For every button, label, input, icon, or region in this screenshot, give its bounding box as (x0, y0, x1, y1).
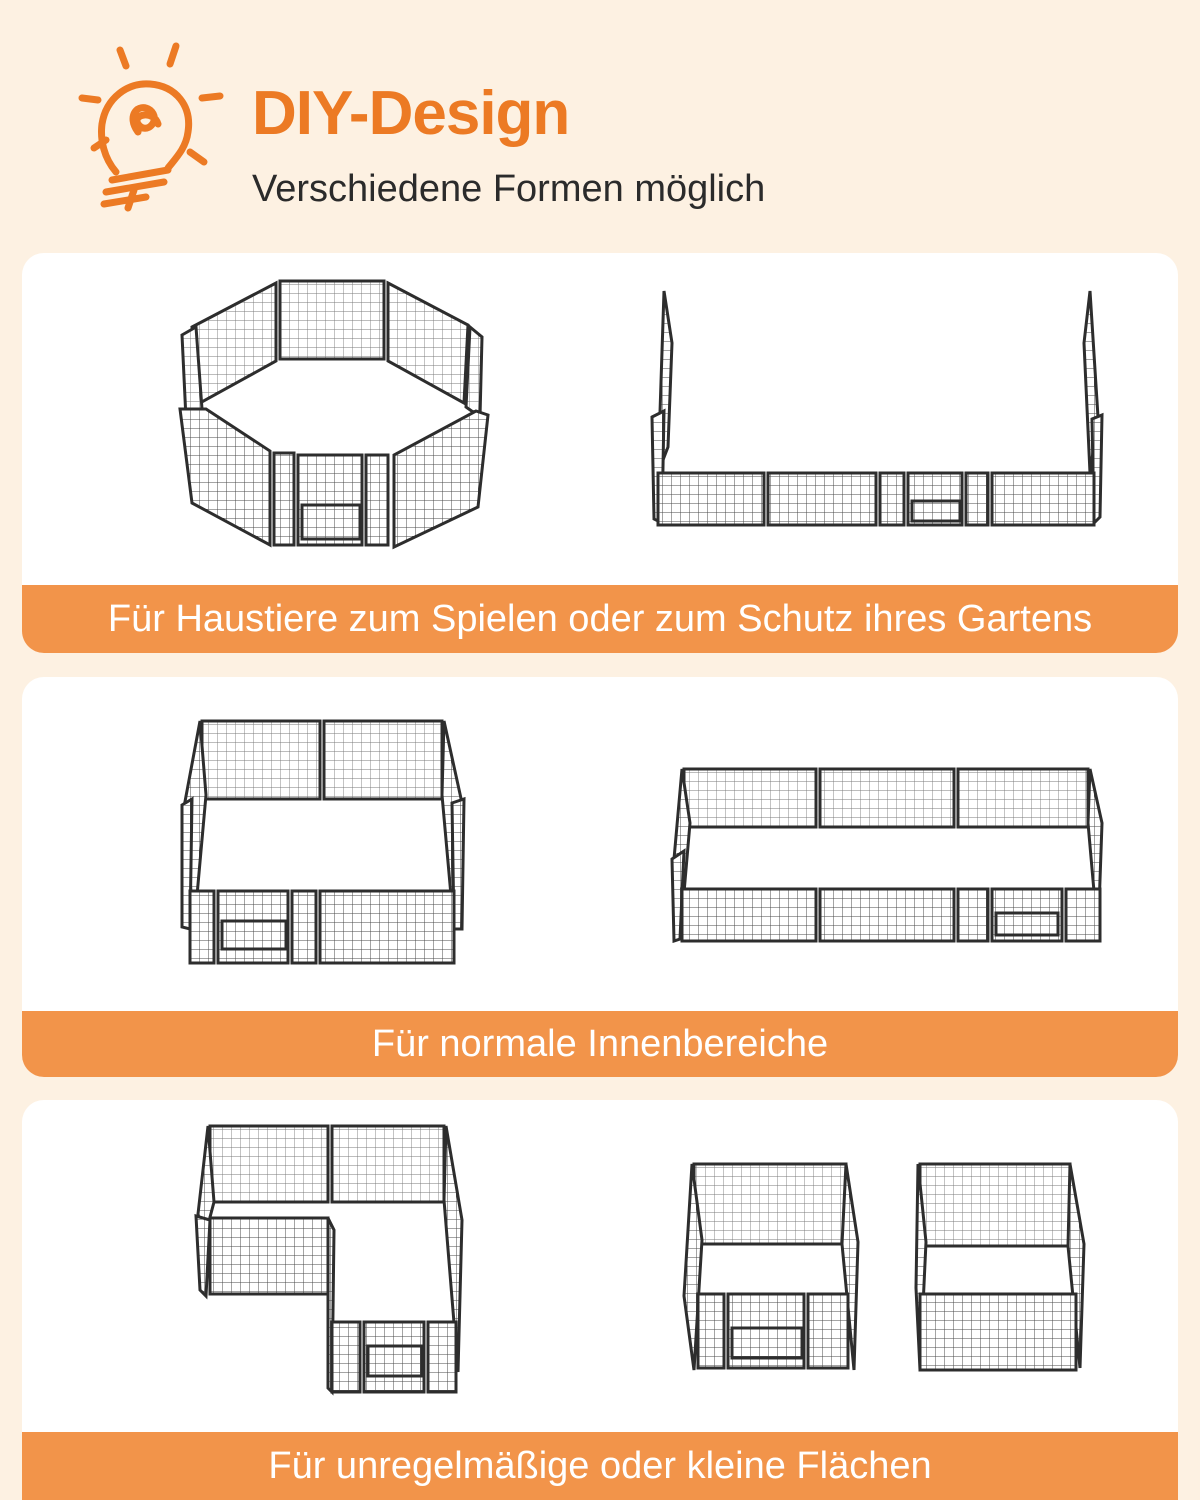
page-title: DIY-Design (252, 79, 570, 148)
square-fence-image (172, 715, 472, 967)
l-shape-fence-image (186, 1120, 476, 1400)
card-garden (22, 253, 1178, 653)
rectangle-fence-image (662, 763, 1112, 943)
u-shape-fence-image (644, 287, 1104, 537)
lightbulb-icon (76, 40, 226, 215)
card-irregular (22, 1100, 1178, 1500)
caption-banner-indoor: Für normale Innenbereiche (22, 1011, 1178, 1077)
small-square-fence-with-door-image (678, 1158, 878, 1378)
caption-banner-garden: Für Haustiere zum Spielen oder zum Schutz ihres Gartens (22, 585, 1178, 653)
header (0, 0, 1200, 250)
octagon-fence-image (172, 275, 502, 555)
caption-banner-irregular: Für unregelmäßige oder kleine Flächen (22, 1432, 1178, 1500)
page-subtitle: Verschiedene Formen möglich (252, 168, 766, 210)
small-square-fence-image (908, 1158, 1108, 1378)
card-indoor (22, 677, 1178, 1077)
